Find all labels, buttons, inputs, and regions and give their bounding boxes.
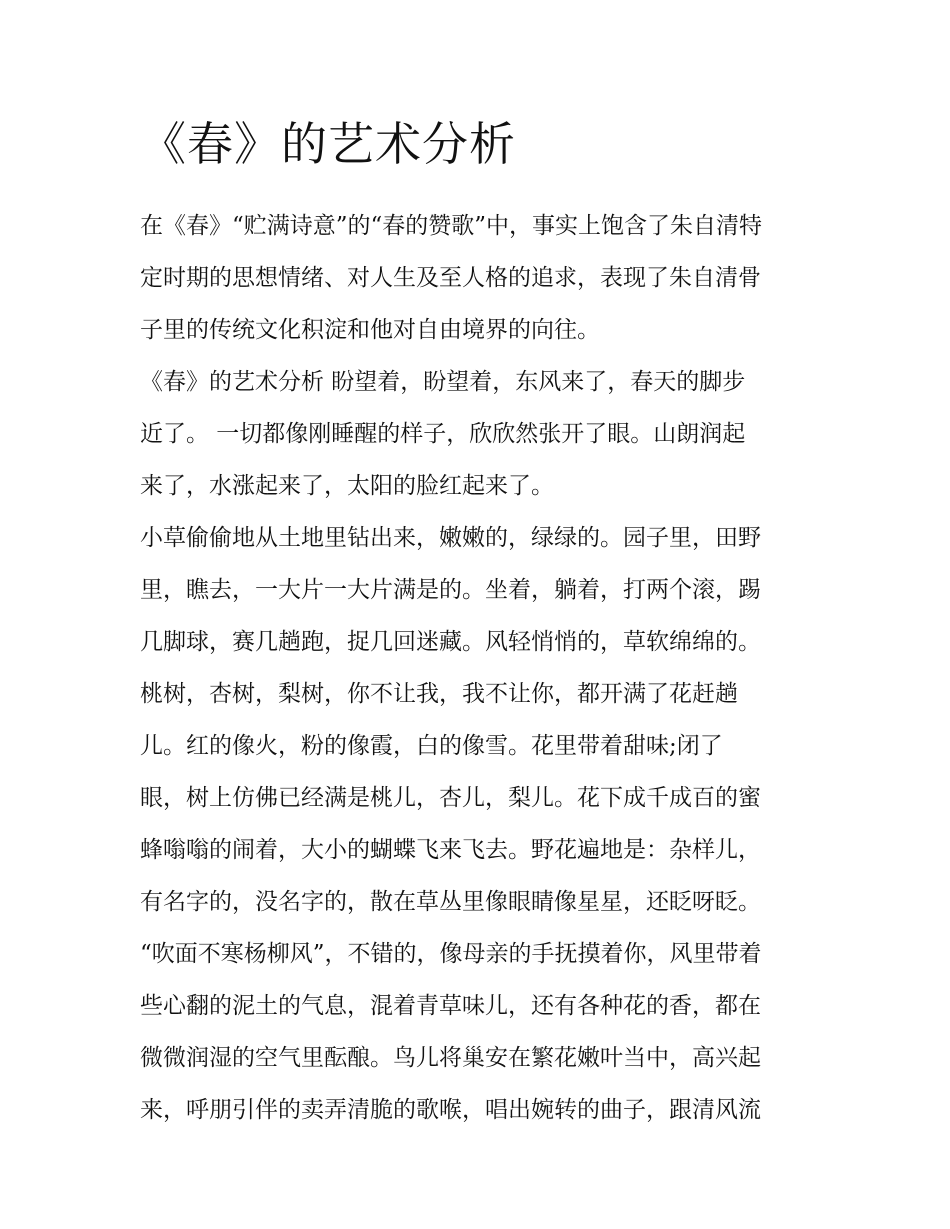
document-body	[140, 200, 820, 1136]
text-line: 些心翻的泥土的气息，混着青草味儿，还有各种花的香，都在	[140, 993, 761, 1019]
text-line: 眼，树上仿佛已经满是桃儿，杏儿，梨儿。花下成千成百的蜜	[140, 785, 761, 811]
text-line: 桃树，杏树，梨树，你不让我，我不让你，都开满了花赶趟	[140, 681, 738, 707]
text-line: 几脚球，赛几趟跑，捉几回迷藏。风轻悄悄的，草软绵绵的。	[140, 629, 761, 655]
text-line: “吹面不寒杨柳风”，不错的，像母亲的手抚摸着你，风里带着	[140, 941, 762, 967]
text-line: 《春》的艺术分析 盼望着，盼望着，东风来了，春天的脚步	[140, 369, 746, 395]
text-line: 小草偷偷地从土地里钻出来，嫩嫩的，绿绿的。园子里，田野	[140, 525, 761, 551]
text-line: 子里的传统文化积淀和他对自由境界的向往。	[140, 317, 600, 343]
text-line: 定时期的思想情绪、对人生及至人格的追求，表现了朱自清骨	[140, 265, 761, 291]
text-line: 有名字的，没名字的，散在草丛里像眼睛像星星，还眨呀眨。	[140, 889, 761, 915]
text-line: 近了。 一切都像刚睡醒的样子，欣欣然张开了眼。山朗润起	[140, 421, 746, 447]
text-line: 来了，水涨起来了，太阳的脸红起来了。	[140, 473, 554, 499]
page-title: 《春》的艺术分析	[140, 117, 516, 171]
text-line: 儿。红的像火，粉的像霞，白的像雪。花里带着甜味;闭了	[140, 733, 723, 759]
text-line: 微微润湿的空气里酝酿。鸟儿将巢安在繁花嫩叶当中，高兴起	[140, 1045, 761, 1071]
text-line: 里，瞧去，一大片一大片满是的。坐着，躺着，打两个滚，踢	[140, 577, 761, 603]
text-line: 来，呼朋引伴的卖弄清脆的歌喉，唱出婉转的曲子，跟清风流	[140, 1097, 761, 1123]
text-line: 蜂嗡嗡的闹着，大小的蝴蝶飞来飞去。野花遍地是：杂样儿，	[140, 837, 761, 863]
text-line: 在《春》“贮满诗意”的“春的赞歌”中，事实上饱含了朱自清特	[140, 213, 763, 239]
